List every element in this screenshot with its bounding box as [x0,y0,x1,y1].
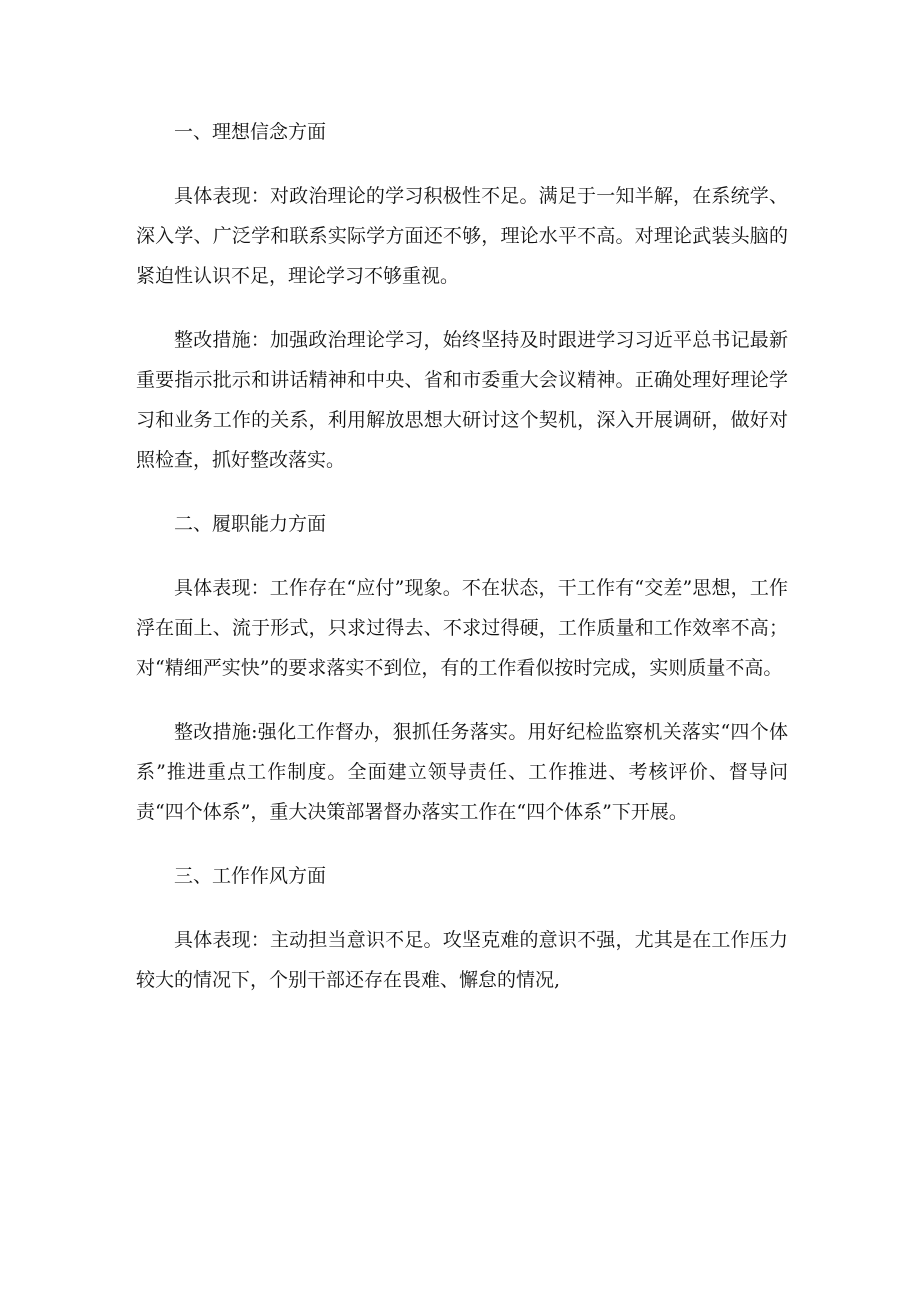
section-heading-1: 一、理想信念方面 [174,121,327,143]
section-1-performance: 具体表现：对政治理论的学习积极性不足。满足于一知半解，在系统学、深入学、广泛学和联系实际学方面还不够，理论水平不高。对理论武装头脑的紧迫性认识不足，理论学习不够重视。 [136,185,788,287]
section-2-measures: 整改措施:强化工作督办，狠抓任务落实。用好纪检监察机关落实“四个体系”推进重点工作制度。全面建立领导责任、工作推进、考核评价、督导问责“四个体系”，重大决策部署督办落实工作在“四个体系”下开展。 [136,721,788,823]
section-heading-2: 二、履职能力方面 [174,513,327,535]
document-body [136,112,788,1000]
section-3-performance: 具体表现：主动担当意识不足。攻坚克难的意识不强，尤其是在工作压力较大的情况下，个别干部还存在畏难、懈怠的情况, [136,929,788,991]
section-2-performance: 具体表现：工作存在“应付”现象。不在状态，干工作有“交差”思想，工作浮在面上、流于形式，只求过得去、不求过得硬，工作质量和工作效率不高；对“精细严实快”的要求落实不到位，有的工作看似按时完成，实则质量不高。 [136,577,788,679]
section-heading-3: 三、工作作风方面 [174,865,327,887]
section-1-measures: 整改措施：加强政治理论学习，始终坚持及时跟进学习习近平总书记最新重要指示批示和讲话精神和中央、省和市委重大会议精神。正确处理好理论学习和业务工作的关系，利用解放思想大研讨这个契机，深入开展调研，做好对照检查，抓好整改落实。 [136,329,788,471]
